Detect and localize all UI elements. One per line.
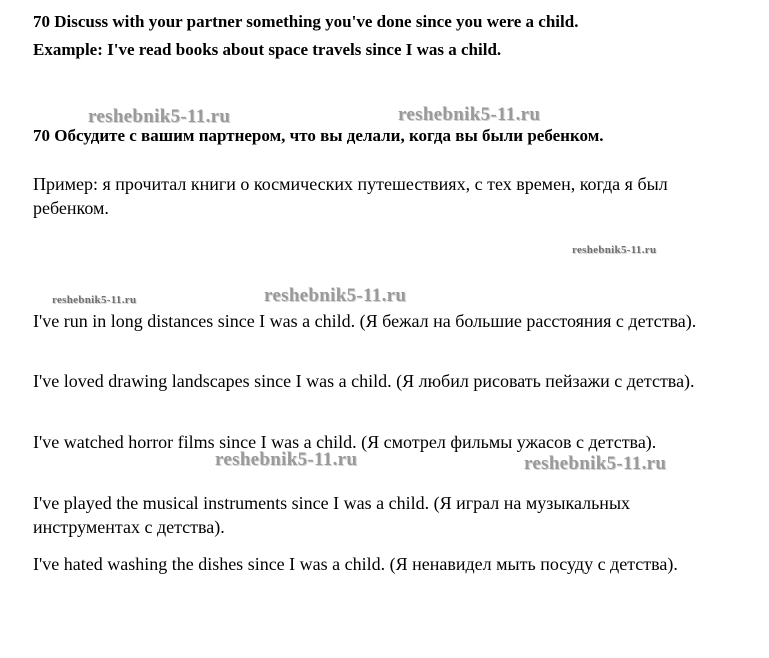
answer-item: I've played the musical instruments since I was a child. (Я играл на музыкальных инструментах с детства). (33, 493, 631, 537)
watermark: reshebnik5-11.ru (88, 106, 231, 127)
watermark: reshebnik5-11.ru (524, 453, 667, 474)
exercise-ru-title: 70 Обсудите с вашим партнером, что вы делали, когда вы были ребенком. (33, 126, 604, 145)
watermark: reshebnik5-11.ru (398, 104, 541, 125)
answer-item: I've run in long distances since I was a child. (Я бежал на большие расстояния с детства). (33, 311, 697, 331)
answer-item: I've watched horror films since I was a child. (Я смотрел фильмы ужасов с детства). (33, 432, 657, 452)
exercise-ru-example: Пример: я прочитал книги о космических путешествиях, с тех времен, когда я был ребенком. (33, 174, 668, 218)
answer-item: I've hated washing the dishes since I was a child. (Я ненавидел мыть посуду с детства). (33, 554, 678, 574)
watermark: reshebnik5-11.ru (52, 294, 137, 306)
watermark: reshebnik5-11.ru (264, 285, 407, 306)
answer-item: I've loved drawing landscapes since I was a child. (Я любил рисовать пейзажи с детства). (33, 371, 695, 391)
exercise-en-example: Example: I've read books about space travels since I was a child. (33, 40, 502, 59)
exercise-en-title: 70 Discuss with your partner something you've done since you were a child. (33, 12, 579, 31)
watermark: reshebnik5-11.ru (572, 244, 657, 256)
watermark: reshebnik5-11.ru (215, 449, 358, 470)
